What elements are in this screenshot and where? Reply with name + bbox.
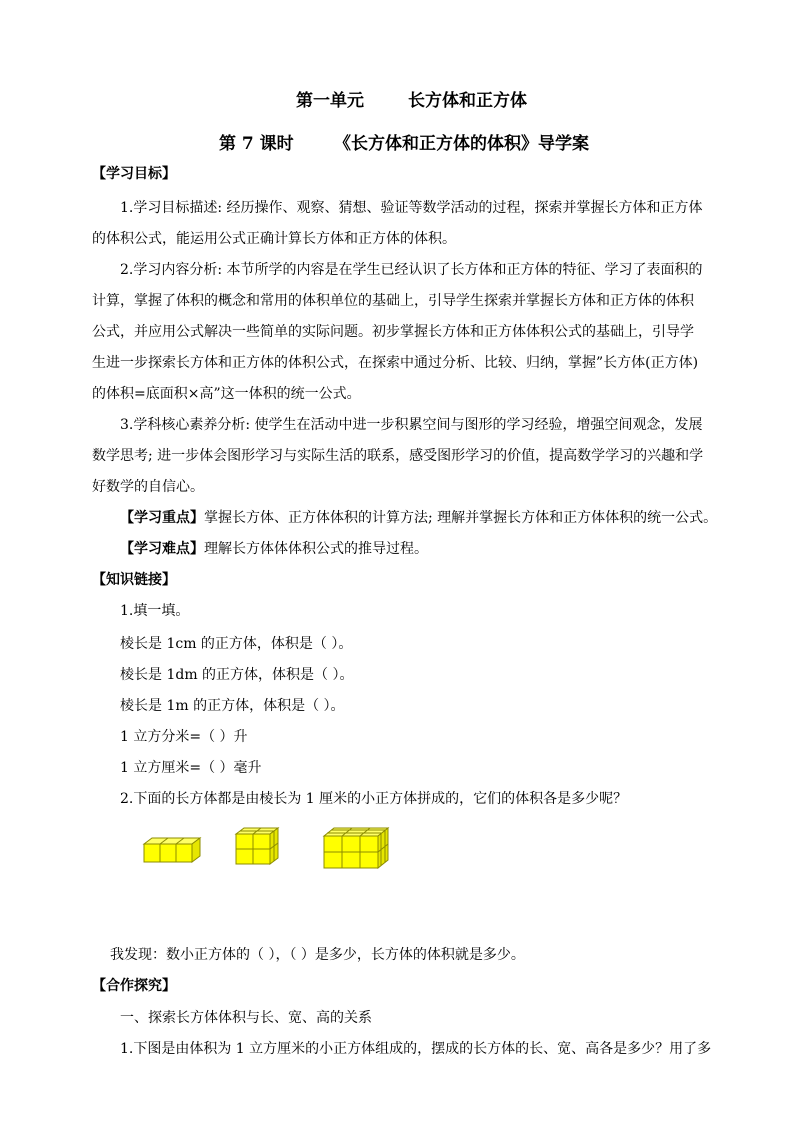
goals-heading: 【学习目标】 [92,166,176,182]
difficulty-label: 【学习难点】 [120,541,204,557]
link-heading: 【知识链接】 [92,572,176,588]
goals-p3-line2: 数学思考; 进一步体会图形学习与实际生活的联系，感受图形学习的价值，提高数学学习的兴趣和学 [92,448,704,464]
goals-p2-line3: 公式，并应用公式解决一些简单的实际问题。初步掌握长方体和正方体体积公式的基础上，引导学 [92,324,694,340]
link-line2: 棱长是 1dm 的正方体，体积是（ ）。 [120,667,354,683]
goals-p2-line1: 2.学习内容分析: 本节所学的内容是在学生已经认识了长方体和正方体的特征、学习了表面积的 [120,262,703,278]
goals-p1-line1: 1.学习目标描述: 经历操作、观察、猜想、验证等数学活动的过程，探索并掌握长方体和正方体 [120,200,703,216]
link-q1: 1.填一填。 [120,603,190,619]
goals-p3-line3: 好数学的自信心。 [92,479,204,495]
topic-title: 长方体和正方体 [408,91,527,111]
key-point-text: 掌握长方体、正方体体积的计算方法; 理解并掌握长方体和正方体体积的统一公式。 [204,510,718,526]
link-line5: 1 立方厘米=（ ）毫升 [120,760,262,776]
goals-p2-line2: 计算，掌握了体积的概念和常用的体积单位的基础上，引导学生探索并掌握长方体和正方体的体积 [92,293,694,309]
key-point-label: 【学习重点】 [120,510,204,526]
cuboid-figure-1x3 [142,836,202,864]
explore-heading: 【合作探究】 [92,978,176,994]
cuboid-figure-3x3x2 [322,826,390,870]
explore-q1: 1.下图是由体积为 1 立方厘米的小正方体组成的，摆成的长方体的长、宽、高各是多少？用了多 [120,1041,712,1057]
goals-p3-line1: 3.学科核心素养分析: 使学生在活动中进一步积累空间与图形的学习经验，增强空间观念，发展 [120,417,703,433]
link-line3: 棱长是 1m 的正方体，体积是（ ）。 [120,698,345,714]
link-q2: 2.下面的长方体都是由棱长为 1 厘米的小正方体拼成的，它们的体积各是多少呢？ [120,791,628,807]
explore-section1: 一、探索长方体体积与长、宽、高的关系 [120,1010,372,1026]
link-line1: 棱长是 1cm 的正方体，体积是（ ）。 [120,636,353,652]
cuboid-figure-2x2x2 [234,826,280,866]
goals-p1-line2: 的体积公式，能运用公式正确计算长方体和正方体的体积。 [92,231,456,247]
link-line4: 1 立方分米=（ ）升 [120,729,248,745]
difficulty-row [120,539,428,559]
key-point-row [120,508,717,528]
goals-p2-line5: 的体积=底面积×高”这一体积的统一公式。 [92,386,361,402]
difficulty-text: 理解长方体体体积公式的推导过程。 [204,541,428,557]
goals-p2-line4: 生进一步探索长方体和正方体的体积公式，在探索中通过分析、比较、归纳，掌握”长方体(正方体) [92,355,699,371]
lesson-title: 《长方体和正方体的体积》导学案 [334,134,589,154]
unit-title: 第一单元 [296,91,364,111]
discover-sentence: 我发现：数小正方体的（ ），（ ）是多少，长方体的体积就是多少。 [110,947,525,963]
lesson-number: 第 7 课时 [219,134,294,154]
